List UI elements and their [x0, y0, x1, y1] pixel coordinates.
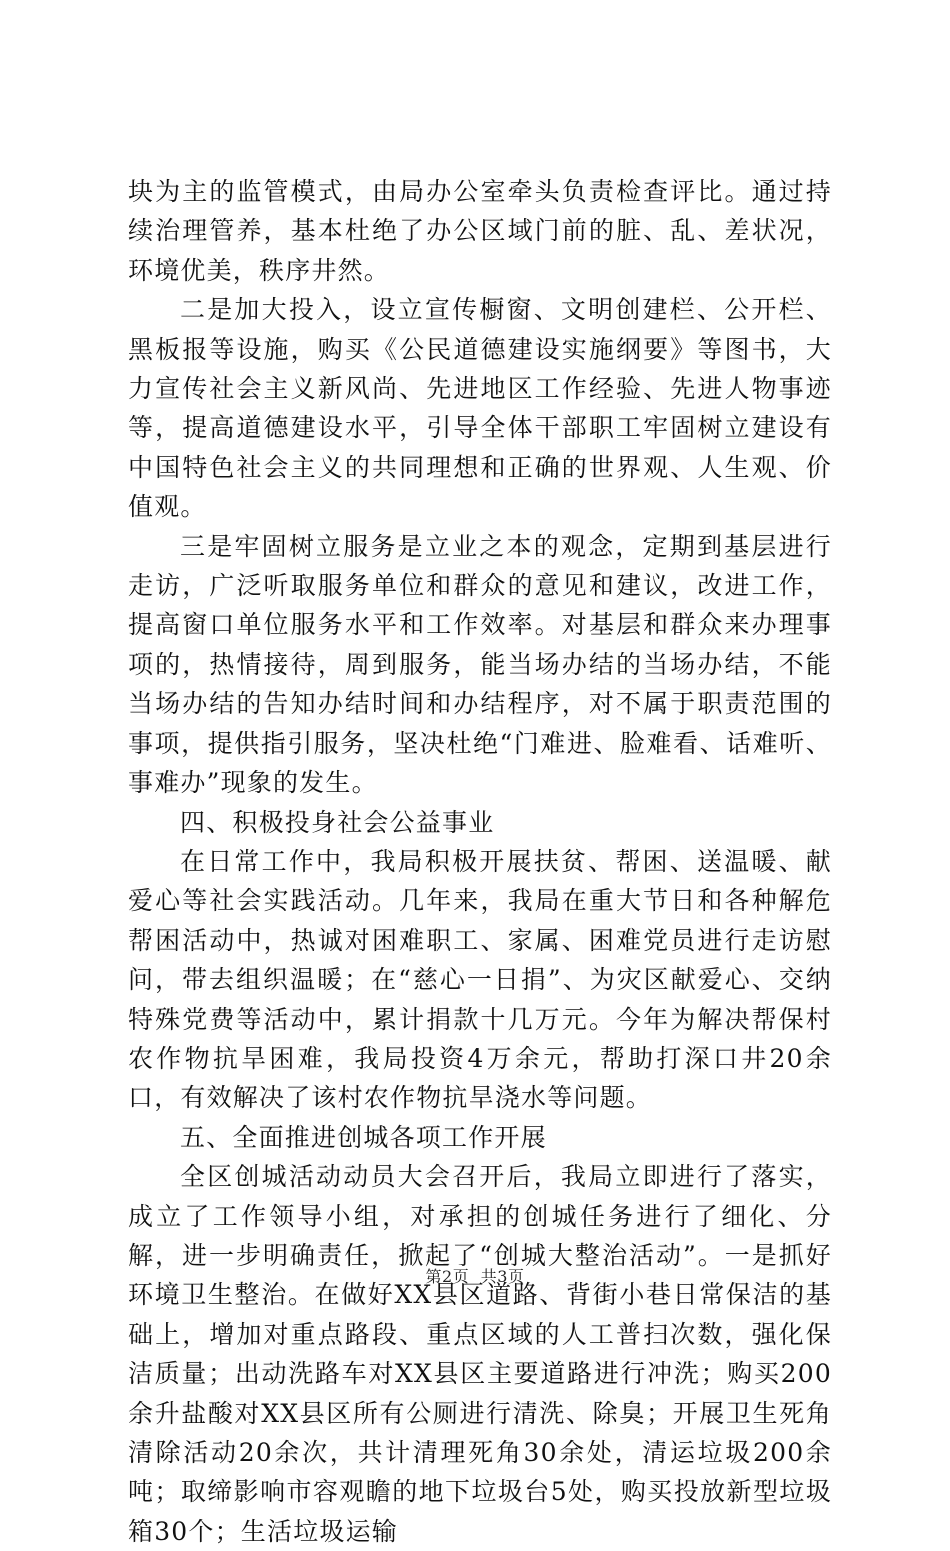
paragraph-service: 三是牢固树立服务是立业之本的观念，定期到基层进行走访，广泛听取服务单位和群众的意见和建议，改进工作，提高窗口单位服务水平和工作效率。对基层和群众来办理事项的，热情接待，周到服务，能当场办结的当场办结，不能当场办结的告知办结时间和办结程序，对不属于职责范围的事项，提供指引服务，坚决杜绝“门难进、脸难看、话难听、事难办”现象的发生。	[128, 531, 832, 798]
section-heading-5: 五、全面推进创城各项工作开展	[180, 1122, 547, 1152]
page-footer	[0, 1267, 950, 1287]
paragraph-public-welfare: 在日常工作中，我局积极开展扶贫、帮困、送温暖、献爱心等社会实践活动。几年来，我局在重大节日和各种解危帮困活动中，热诚对困难职工、家属、困难党员进行走访慰问，带去组织温暖；在“慈心一日捐”、为灾区献爱心、交纳特殊党费等活动中，累计捐款十几万元。今年为解决帮保村农作物抗旱困难，我局投资4万余元，帮助打深口井20余口，有效解决了该村农作物抗旱浇水等问题。	[128, 846, 832, 1113]
section-heading-4: 四、积极投身社会公益事业	[180, 807, 495, 837]
document-body	[128, 172, 832, 1551]
paragraph-continuation: 块为主的监管模式，由局办公室牵头负责检查评比。通过持续治理管养，基本杜绝了办公区域门前的脏、乱、差状况，环境优美，秩序井然。	[128, 177, 832, 285]
paragraph-investment: 二是加大投入，设立宣传橱窗、文明创建栏、公开栏、黑板报等设施，购买《公民道德建设实施纲要》等图书，大力宣传社会主义新风尚、先进地区工作经验、先进人物事迹等，提高道德建设水平，引导全体干部职工牢固树立建设有中国特色社会主义的共同理想和正确的世界观、人生观、价值观。	[128, 295, 832, 522]
paragraph-city-creation: 全区创城活动动员大会召开后，我局立即进行了落实，成立了工作领导小组，对承担的创城任务进行了细化、分解，进一步明确责任，掀起了“创城大整治活动”。一是抓好环境卫生整治。在做好XX县区道路、背街小巷日常保洁的基础上，增加对重点路段、重点区域的人工普扫次数，强化保洁质量；出动洗路车对XX县区主要道路进行冲洗；购买200余升盐酸对XX县区所有公厕进行清洗、除臭；开展卫生死角清除活动20余次，共计清理死角30余处，清运垃圾200余吨；取缔影响市容观瞻的地下垃圾台5处，购买投放新型垃圾箱30个；生活垃圾运输	[128, 1162, 832, 1546]
page-number: 第2页	[425, 1267, 470, 1286]
page-total: 共3页	[480, 1267, 525, 1286]
